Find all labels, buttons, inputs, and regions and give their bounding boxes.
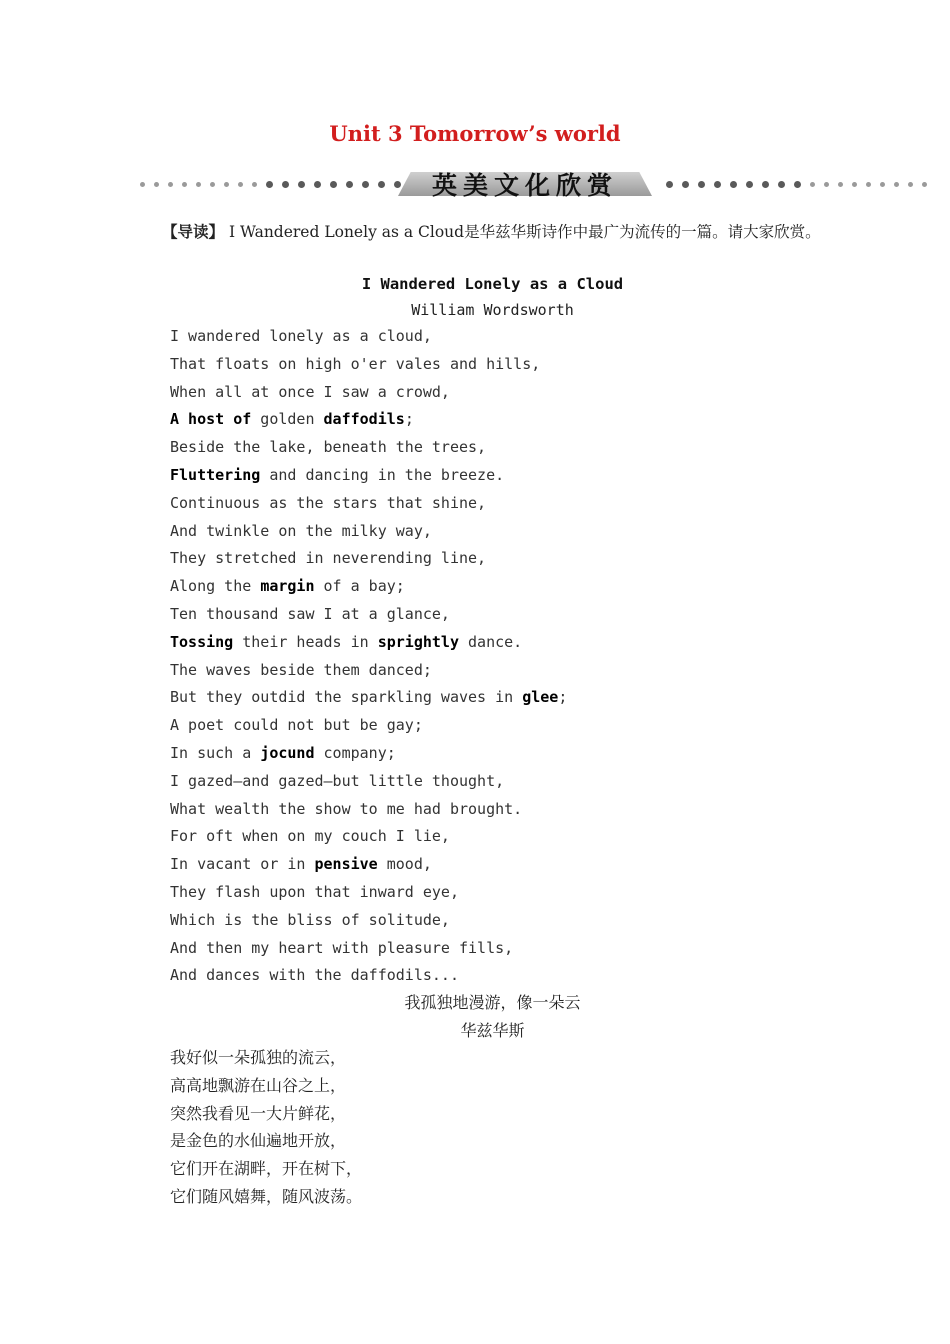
banner-dot xyxy=(746,181,753,188)
banner-dot xyxy=(778,181,785,188)
poem-line xyxy=(170,518,870,546)
poem-line xyxy=(170,379,870,407)
intro-paragraph xyxy=(138,218,828,246)
poem-text: Along the xyxy=(170,577,261,596)
poem-text: They flash upon that inward eye, xyxy=(170,882,459,901)
poem-line xyxy=(170,406,870,434)
poem-line xyxy=(170,323,870,351)
banner-dot xyxy=(346,181,353,188)
poem-line xyxy=(170,351,870,379)
poem-text: They stretched in neverending line, xyxy=(170,549,487,568)
vocab-highlight: margin xyxy=(260,577,315,596)
banner-dot xyxy=(894,182,899,187)
poem-text: golden xyxy=(251,410,324,429)
poem-line xyxy=(170,851,870,879)
vocab-highlight: sprightly xyxy=(377,632,459,651)
banner-dot xyxy=(238,182,243,187)
banner-dot xyxy=(838,182,843,187)
banner-dot xyxy=(922,182,927,187)
banner-dot xyxy=(154,182,159,187)
poem-text: For oft when on my couch I lie, xyxy=(170,827,450,846)
banner-dot xyxy=(266,181,273,188)
poem-line xyxy=(170,629,870,657)
poem-text: In vacant or in xyxy=(170,855,315,874)
translation-title: 我孤独地漫游，像一朵云 xyxy=(404,993,581,1012)
poem-text: and dancing in the breeze. xyxy=(260,465,505,484)
banner-dot xyxy=(908,182,913,187)
poem-text: of a bay; xyxy=(314,577,405,596)
poem-line xyxy=(170,684,870,712)
banner-dot xyxy=(880,182,885,187)
poem-line xyxy=(170,712,870,740)
banner-dot xyxy=(196,182,201,187)
intro-label: 【导读】 xyxy=(162,222,225,241)
poem-text: When all at once I saw a crowd, xyxy=(170,382,450,401)
poem-line xyxy=(170,462,870,490)
poem-line xyxy=(170,434,870,462)
banner-dot xyxy=(810,182,815,187)
poem-text: Beside the lake, beneath the trees, xyxy=(170,438,487,457)
poem-text: I gazed—and gazed—but little thought, xyxy=(170,771,505,790)
poem-line xyxy=(170,490,870,518)
banner-dot xyxy=(252,182,257,187)
poem-text: mood, xyxy=(377,855,432,874)
poem-line xyxy=(170,823,870,851)
poem-lines xyxy=(170,323,870,990)
banner-dot xyxy=(698,181,705,188)
banner-dot xyxy=(362,181,369,188)
banner-dot xyxy=(282,181,289,188)
poem-line xyxy=(170,573,870,601)
poem-text: ; xyxy=(558,688,568,707)
poem-title: I Wandered Lonely as a Cloud xyxy=(361,275,624,293)
vocab-highlight: daffodils xyxy=(323,410,405,429)
poem-text: Continuous as the stars that shine, xyxy=(170,493,487,512)
banner-dot xyxy=(866,182,871,187)
poem-text: Ten thousand saw I at a glance, xyxy=(170,604,450,623)
poem-text: But they outdid the sparkling waves in xyxy=(170,688,523,707)
translation-line: 它们随风嬉舞，随风波荡。 xyxy=(170,1186,363,1206)
banner-dot xyxy=(330,181,337,188)
poem-text: A poet could not but be gay; xyxy=(170,716,423,735)
vocab-highlight: pensive xyxy=(314,855,378,874)
translation-line: 是金色的水仙遍地开放， xyxy=(170,1131,347,1151)
poem-line xyxy=(170,740,870,768)
banner-dot xyxy=(666,181,673,188)
banner-dots-right xyxy=(666,181,927,187)
poem-text: I wandered lonely as a cloud, xyxy=(170,327,432,345)
intro-text: I Wandered Lonely as a Cloud是华兹华斯诗作中最广为流传的一篇。请大家欣赏。 xyxy=(224,223,821,241)
banner-dot xyxy=(794,181,801,188)
translation-line: 它们开在湖畔，开在树下， xyxy=(170,1159,363,1179)
poem-text: Which is the bliss of solitude, xyxy=(170,910,450,929)
vocab-highlight: glee xyxy=(522,688,559,707)
vocab-highlight: jocund xyxy=(260,743,315,762)
poem-text: company; xyxy=(314,743,396,762)
poem-text: And then my heart with pleasure fills, xyxy=(170,938,514,957)
translation-line: 突然我看见一大片鲜花， xyxy=(170,1103,347,1123)
banner-dot xyxy=(298,181,305,188)
translation-line: 我好似一朵孤独的流云， xyxy=(170,1048,347,1067)
banner-dot xyxy=(314,181,321,188)
unit-title: Unit 3 Tomorrow’s world xyxy=(329,121,621,146)
poem-text: ; xyxy=(404,410,414,429)
banner-dot xyxy=(852,182,857,187)
translation-author: 华兹华斯 xyxy=(460,1021,525,1040)
banner-dot xyxy=(224,182,229,187)
poem-line xyxy=(170,768,870,796)
poem-author: William Wordsworth xyxy=(411,301,574,319)
poem-line xyxy=(170,907,870,935)
vocab-highlight: Fluttering xyxy=(170,465,261,484)
poem-text: dance. xyxy=(459,632,523,651)
poem-text: The waves beside them danced; xyxy=(170,660,432,679)
banner-dot xyxy=(140,182,145,187)
poem-text: That floats on high o'er vales and hills, xyxy=(170,354,541,373)
banner-dot xyxy=(730,181,737,188)
poem-line xyxy=(170,601,870,629)
poem-text: And twinkle on the milky way, xyxy=(170,521,432,540)
banner-dots-left xyxy=(140,181,401,187)
poem-line xyxy=(170,879,870,907)
poem-line xyxy=(170,796,870,824)
poem-text: In such a xyxy=(170,743,261,762)
poem-line xyxy=(170,935,870,963)
poem-text: And dances with the daffodils... xyxy=(170,966,459,985)
poem-line xyxy=(170,545,870,573)
banner-dot xyxy=(824,182,829,187)
banner-dot xyxy=(210,182,215,187)
poem-text: their heads in xyxy=(233,632,378,651)
translation-line: 高高地飘游在山谷之上， xyxy=(170,1075,347,1095)
poem-text: What wealth the show to me had brought. xyxy=(170,799,523,818)
vocab-highlight: Tossing xyxy=(170,632,234,651)
banner-dot xyxy=(168,182,173,187)
banner-dot xyxy=(182,182,187,187)
banner-dot xyxy=(682,181,689,188)
banner-title: 英美文化欣赏 xyxy=(431,171,618,200)
section-banner xyxy=(138,166,930,200)
translation-lines xyxy=(170,1044,770,1211)
poem-line xyxy=(170,657,870,685)
vocab-highlight: A host of xyxy=(170,410,252,429)
banner-dot xyxy=(714,181,721,188)
banner-dot xyxy=(378,181,385,188)
poem-line xyxy=(170,962,870,990)
banner-dot xyxy=(762,181,769,188)
